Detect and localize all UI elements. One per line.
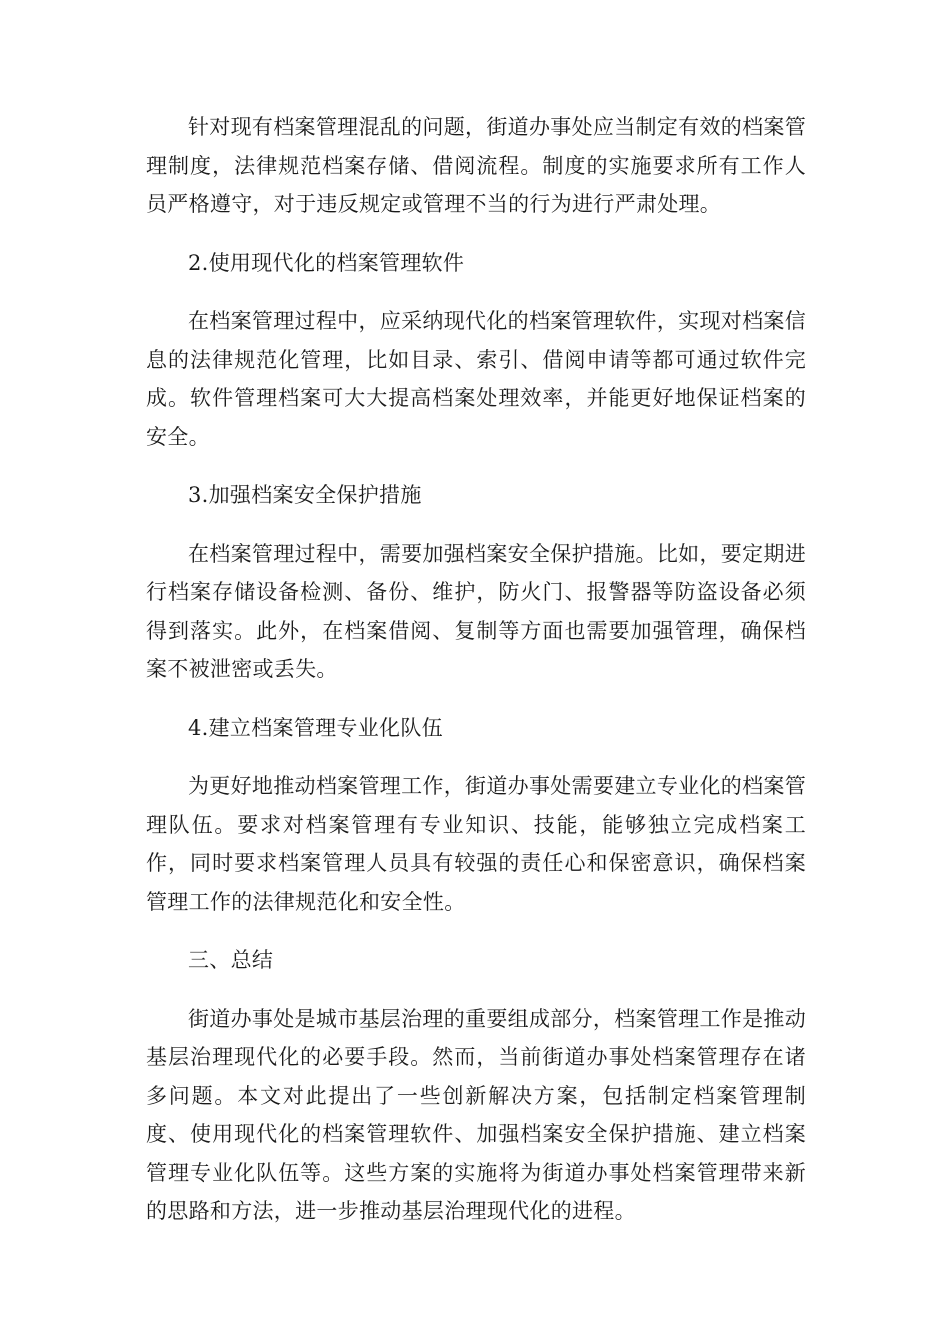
section-heading-security: 3.加强档案安全保护措施 [188,483,422,507]
paragraph-software: 在档案管理过程中，应采纳现代化的档案管理软件，实现对档案信息的法律规范化管理，比如目录、索引、借阅申请等都可通过软件完成。软件管理档案可大大提高档案处理效率，并能更好地保证档案的安全。 [146,309,806,449]
paragraph-archive-system: 针对现有档案管理混乱的问题，街道办事处应当制定有效的档案管理制度，法律规范档案存储、借阅流程。制度的实施要求所有工作人员严格遵守，对于违反规定或管理不当的行为进行严肃处理。 [146,115,806,216]
paragraph-team: 为更好地推动档案管理工作，街道办事处需要建立专业化的档案管理队伍。要求对档案管理有专业知识、技能，能够独立完成档案工作，同时要求档案管理人员具有较强的责任心和保密意识，确保档案管理工作的法律规范化和安全性。 [146,774,806,914]
section-heading-software: 2.使用现代化的档案管理软件 [188,250,465,275]
paragraph-summary: 街道办事处是城市基层治理的重要组成部分，档案管理工作是推动基层治理现代化的必要手段。然而，当前街道办事处档案管理存在诸多问题。本文对此提出了一些创新解决方案，包括制定档案管理制度、使用现代化的档案管理软件、加强档案安全保护措施、建立档案管理专业化队伍等。这些方案的实施将为街道办事处档案管理带来新的思路和方法，进一步推动基层治理现代化的进程。 [146,1006,806,1223]
section-heading-team: 4.建立档案管理专业化队伍 [188,715,443,740]
section-heading-summary: 三、总结 [188,948,274,972]
document-body [146,108,806,1251]
paragraph-security: 在档案管理过程中，需要加强档案安全保护措施。比如，要定期进行档案存储设备检测、备份、维护，防火门、报警器等防盗设备必须得到落实。此外，在档案借阅、复制等方面也需要加强管理，确保档案不被泄密或丢失。 [146,541,806,681]
